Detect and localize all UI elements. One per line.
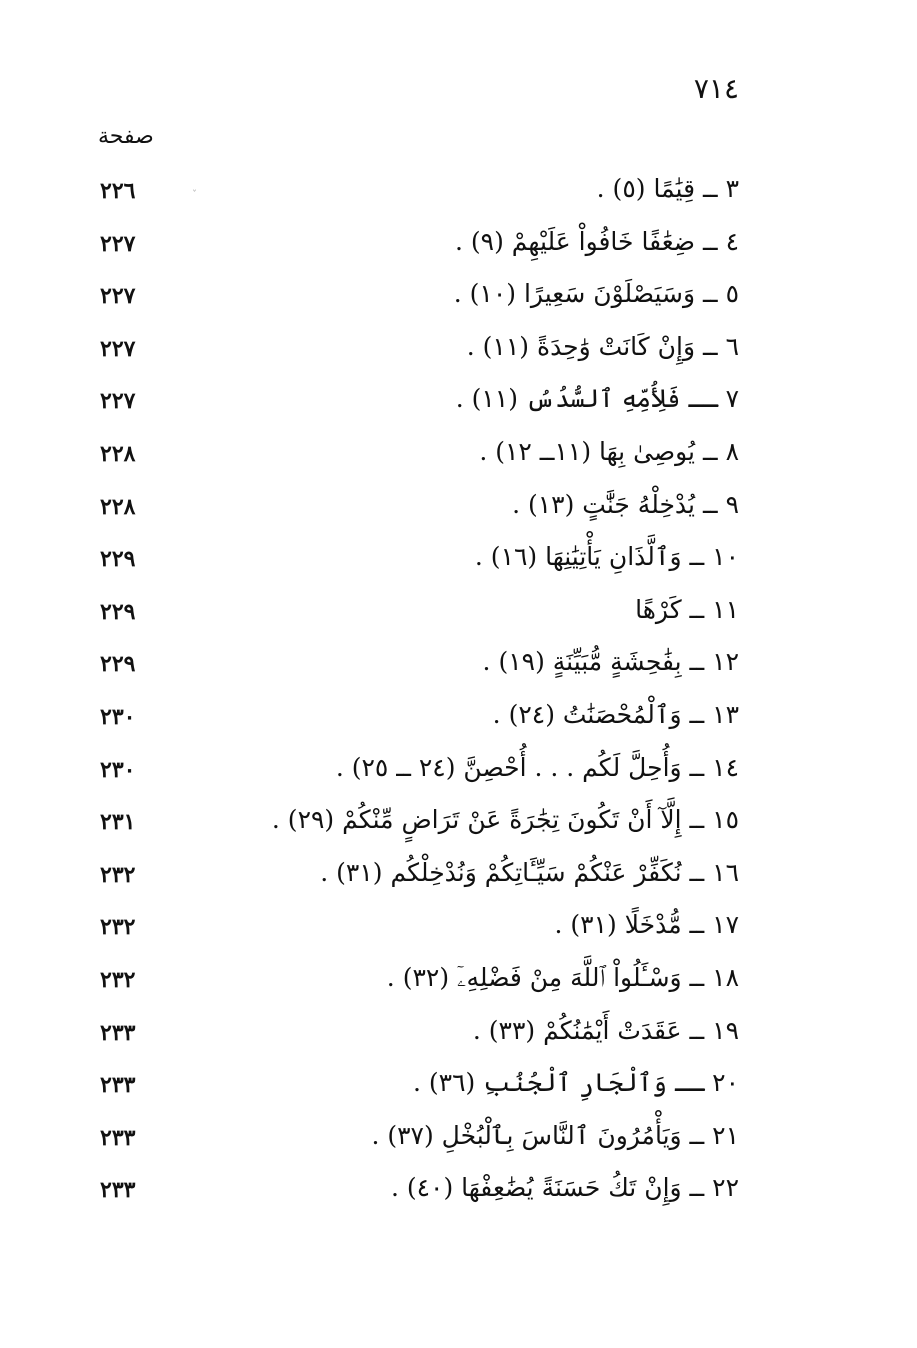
entry-page: ٢٢٧ — [100, 388, 136, 415]
entry-text: ١٦ ــ نُكَفِّرْ عَنْكُمْ سَيِّـَٔاتِكُمْ وَنُدْخِلْكُم (٣١) . — [320, 857, 739, 887]
entry-page: ٢٢٩ — [100, 598, 136, 625]
entry-page: ٢٣١ — [100, 809, 136, 836]
index-list — [0, 168, 917, 1220]
entry-text: ١٤ ــ وَأُحِلَّ لَكُم . . . أُحْصِنَّ (٢٤ ــ ٢٥) . — [335, 752, 739, 782]
entry-page: ٢٢٨ — [100, 440, 136, 467]
entry-text: ٤ ــ ضِعَٰفًا خَافُواْ عَلَيْهِمْ (٩) . — [454, 226, 739, 256]
index-entry — [0, 1062, 917, 1115]
entry-text: ٦ ــ وَإِنْ كَانَتْ وَٰحِدَةً (١١) . — [466, 331, 739, 361]
index-entry — [0, 1010, 917, 1063]
entry-page: ٢٣٠ — [100, 756, 136, 783]
entry-page: ٢٣٠ — [100, 703, 136, 730]
entry-text: ٧ ــ فَلِأُمِّهِ ٱلسُّدُسُ (١١) . — [455, 384, 739, 414]
entry-text: ٩ ــ يُدْخِلْهُ جَنَّٰتٍ (١٣) . — [512, 489, 739, 519]
index-entry — [0, 536, 917, 589]
entry-page: ٢٣٣ — [100, 1177, 136, 1204]
index-entry — [0, 694, 917, 747]
index-entry — [0, 484, 917, 537]
entry-page: ٢٢٧ — [100, 283, 136, 310]
index-entry — [0, 641, 917, 694]
index-entry — [0, 1115, 917, 1168]
page-column-header: صفحة — [98, 124, 154, 149]
index-entry — [0, 904, 917, 957]
entry-page: ٢٣٣ — [100, 1124, 136, 1151]
entry-page: ٢٣٣ — [100, 1072, 136, 1099]
index-entry — [0, 1167, 917, 1220]
entry-text: ٢٠ ــ وَٱلْجَارِ ٱلْجُنُبِ (٣٦) . — [413, 1068, 739, 1098]
index-entry — [0, 273, 917, 326]
entry-page: ٢٣٣ — [100, 1019, 136, 1046]
index-entry — [0, 799, 917, 852]
entry-page: ٢٢٦ — [100, 178, 136, 204]
entry-page: ٢٢٨ — [100, 493, 136, 520]
entry-text: ١٧ ــ مُّدْخَلًا (٣١) . — [554, 910, 739, 940]
index-entry — [0, 326, 917, 379]
entry-text: ٢٢ ــ وَإِنْ تَكُ حَسَنَةً يُضَٰعِفْهَا (٤٠) . — [390, 1173, 739, 1203]
index-entry — [0, 747, 917, 800]
entry-page: ٢٢٧ — [100, 230, 136, 257]
entry-text: ٥ ــ وَسَيَصْلَوْنَ سَعِيرًا (١٠) . — [453, 279, 739, 309]
entry-page: ٢٣٢ — [100, 861, 136, 888]
entry-text: ١٠ ــ وَٱلَّذَانِ يَأْتِيَٰنِهَا (١٦) . — [474, 542, 739, 572]
entry-page: ٢٢٩ — [100, 546, 136, 573]
entry-page: ٢٢٩ — [100, 651, 136, 678]
index-entry — [0, 431, 917, 484]
index-entry — [0, 378, 917, 431]
page-number: ٧١٤ — [693, 72, 739, 105]
entry-page: ٢٢٧ — [100, 335, 136, 362]
entry-text: ١٨ ــ وَسْـَٔلُواْ ٱللَّهَ مِنْ فَضْلِهِۦٓ (٣٢) . — [386, 962, 739, 992]
smudge-mark: ˇ — [192, 190, 197, 201]
entry-text: ٢١ ــ وَيَأْمُرُونَ ٱلنَّاسَ بِٱلْبُخْلِ (٣٧) . — [371, 1120, 739, 1150]
index-entry — [0, 852, 917, 905]
entry-text: ٣ ــ قِيَٰمًا (٥) . — [596, 174, 739, 203]
entry-text: ١١ ــ كَرْهًا — [635, 594, 739, 624]
index-entry — [0, 168, 917, 221]
entry-text: ١٩ ــ عَقَدَتْ أَيْمَٰنُكُمْ (٣٣) . — [472, 1015, 739, 1045]
entry-page: ٢٣٢ — [100, 914, 136, 941]
entry-page: ٢٣٢ — [100, 966, 136, 993]
entry-text: ١٢ ــ بِفَٰحِشَةٍ مُّبَيِّنَةٍ (١٩) . — [482, 647, 739, 677]
index-entry — [0, 589, 917, 642]
index-entry — [0, 957, 917, 1010]
entry-text: ١٣ ــ وَٱلْمُحْصَنَٰتُ (٢٤) . — [492, 699, 739, 729]
index-entry — [0, 221, 917, 274]
entry-text: ١٥ ــ إِلَّآ أَنْ تَكُونَ تِجَٰرَةً عَنْ تَرَاضٍ مِّنْكُمْ (٢٩) . — [271, 805, 739, 835]
entry-text: ٨ ــ يُوصِىٰ بِهَا (١١ــ ١٢) . — [479, 436, 739, 466]
